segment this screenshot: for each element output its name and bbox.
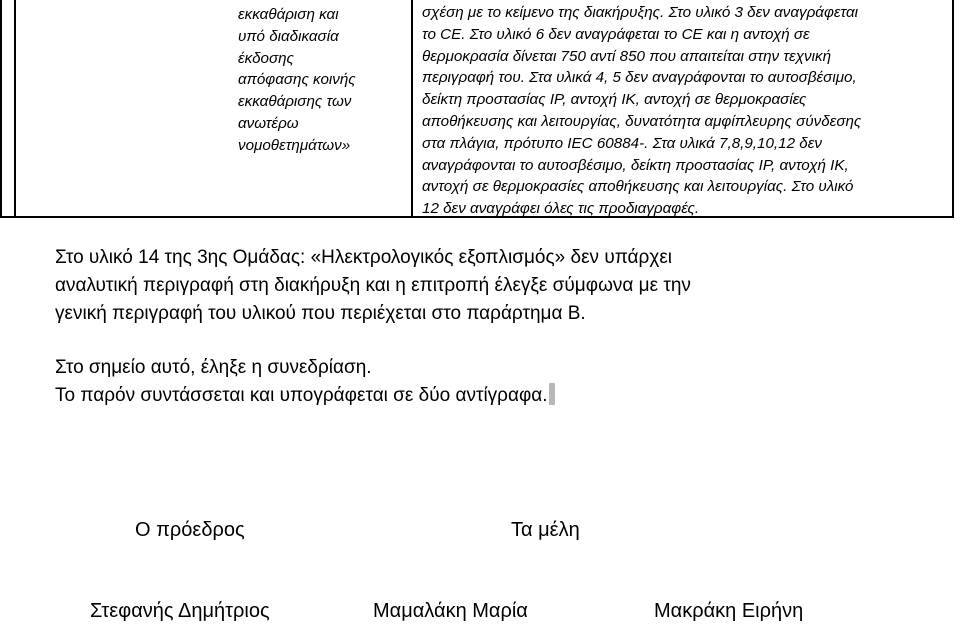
remarks-line: σχέση με το κείμενο της διακήρυξης. Στο υλικό 3 δεν αναγράφεται <box>422 4 859 21</box>
legislation-line: εκκαθάριση και <box>238 6 339 23</box>
members-label: Τα μέλη <box>511 519 580 541</box>
paragraph-line <box>55 382 935 410</box>
president-label: Ο πρόεδρος <box>135 519 245 541</box>
signatory-name: Στεφανής Δημήτριος <box>90 600 270 622</box>
legislation-line: νομοθετημάτων» <box>238 136 351 154</box>
paragraph-material-14 <box>55 244 935 328</box>
table-cell-number <box>2 0 16 216</box>
findings-table <box>0 0 954 218</box>
remarks-line: αντοχή σε θερμοκρασίες αποθήκευσης και λειτουργίας. Στο υλικό <box>422 178 854 196</box>
table-cell-remarks <box>413 0 952 216</box>
remarks-line: 12 δεν αναγράφει όλες τις προδιαγραφές. <box>422 200 700 218</box>
remarks-line: θερμοκρασία δίνεται 750 αντί 850 που απαιτείται στην τεχνική <box>422 47 832 65</box>
legislation-line: ανωτέρω <box>238 114 299 132</box>
remarks-line: αναγράφονται το αυτοσβέσιμο, δείκτη προστασίας IP, αντοχή IK, <box>422 156 849 174</box>
legislation-line: εκκαθάρισης των <box>238 93 352 111</box>
remarks-line: δείκτη προστασίας IP, αντοχή IK, αντοχή σε θερμοκρασίες <box>422 91 807 109</box>
legislation-line: έκδοσης <box>238 49 294 67</box>
paragraph-line: αναλυτική περιγραφή στη διακήρυξη και η επιτροπή έλεγξε σύμφωνα με την <box>55 275 691 296</box>
paragraph-closing <box>55 354 935 410</box>
paragraph-line-text: Το παρόν συντάσσεται και υπογράφεται σε δύο αντίγραφα. <box>55 385 548 406</box>
remarks-line: στα πλάγια, πρότυπο IEC 60884-. Στα υλικά 7,8,9,10,12 δεν <box>422 134 822 152</box>
remarks-line: αποθήκευσης και λειτουργίας, δυνατότητα αμφίπλευρης σύνδεσης <box>422 112 862 130</box>
signatory-name: Μακράκη Ειρήνη <box>654 600 804 622</box>
text-cursor <box>549 383 555 405</box>
table-cell-legislation <box>16 0 413 216</box>
legislation-line: υπό διαδικασία <box>238 27 339 45</box>
paragraph-line: γενική περιγραφή του υλικού που περιέχεται στο παράρτημα Β. <box>55 303 586 324</box>
signatory-name: Μαμαλάκη Μαρία <box>373 600 528 622</box>
remarks-line: περιγραφή του. Στα υλικά 4, 5 δεν αναγράφονται το αυτοσβέσιμο, <box>422 69 857 87</box>
legislation-line: απόφασης κοινής <box>238 71 356 89</box>
paragraph-line: Στο υλικό 14 της 3ης Ομάδας: «Ηλεκτρολογικός εξοπλισμός» δεν υπάρχει <box>55 247 673 268</box>
remarks-line: το CE. Στο υλικό 6 δεν αναγράφεται το CE και η αντοχή σε <box>422 25 810 43</box>
paragraph-line: Στο σημείο αυτό, έληξε η συνεδρίαση. <box>55 357 372 378</box>
